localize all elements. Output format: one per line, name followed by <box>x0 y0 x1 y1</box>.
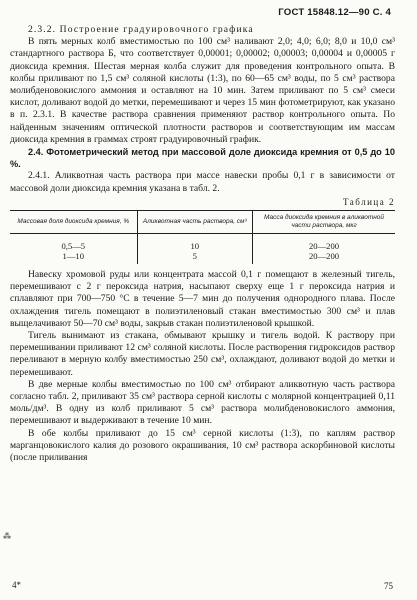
table-cell: 1—10 <box>62 251 85 262</box>
paragraph: Навеску хромовой руды или концентрата массой 0,1 г помещают в железный тигель, перемешивают с 2 г пероксида натрия, насыпают сверху еще 1 г пероксида натрия и сплавляют при 700—750 °С в течение 5—7 мин до получения однородного плава. После охлаждения тигель помещают в полиэтиленовый стакан вместимостью 300 см³ и плав выщелачивают 50—70 см³ воды, закрыв стакан полиэтиленовой крышкой. <box>10 269 395 329</box>
page-number: 75 <box>384 581 393 591</box>
document-body <box>10 24 395 464</box>
paragraph: Тигель вынимают из стакана, обмывают крышку и тигель водой. К раствору при перемешивании приливают 12 см³ соляной кислоты. После растворения гидроксидов раствор переливают в мерную колбу вместимостью 250 см³, охлаждают, доливают водой до метки и перемешивают. <box>10 330 395 378</box>
table-header-cell: Массовая доля диоксида кремния, % <box>10 211 137 234</box>
table-cell: 20—200 <box>253 234 395 252</box>
footer-signature-mark: 4* <box>12 580 21 590</box>
margin-mark: ⁂ <box>3 532 11 541</box>
table-row <box>10 251 395 264</box>
table-row <box>10 234 395 252</box>
paragraph: В две мерные колбы вместимостью по 100 см³ отбирают аликвотную часть раствора согласно табл. 2, приливают 35 см³ раствора серной кислоты с молярной концентрацией 0,11 моль/дм³. В одну из колб приливают 5 см³ раствора молибденовокислого аммония, перемешивают и выдерживают в течение 10 мин. <box>10 378 395 427</box>
section-2-4-1-text: 2.4.1. Аликвотная часть раствора при массе навески пробы 0,1 г в зависимости от массовой доли диоксида кремния указана в табл. 2. <box>10 170 395 194</box>
section-2-3-2-heading: 2.3.2. Построение градуировочного графика <box>28 24 254 35</box>
page-header: ГОСТ 15848.12—90 С. 4 <box>278 7 391 18</box>
table-cell: 5 <box>137 251 253 264</box>
table-cell: 20—200 <box>253 251 395 264</box>
section-2-3-2-text: В пять мерных колб вместимостью по 100 см³ наливают 2,0; 4,0; 6,0; 8,0 и 10,0 см³ стандартного раствора Б, что соответствует 0,00001; 0,00002; 0,00003; 0,00004 и 0,00005 г диоксида кремния. Шестая мерная колба служит для проведения контрольного опыта. В колбы приливают по 1,5 см³ соляной кислоты (1:3), по 60—65 см³ воды, по 5 см³ раствора молибденовокислого аммония и оставляют на 10 мин. Затем приливают по 5 см³ смеси кислот, доливают водой до метки, перемешивают и через 15 мин фотометрируют, как указано в п. 2.3.1. В качестве раствора сравнения применяют раствор контрольного опыта. По найденным значениям оптической плотности растворов и соответствующим им массам диоксида кремния в граммах строят градуировочный график. <box>10 36 395 145</box>
table-cell: 10 <box>137 234 253 252</box>
table-header-cell: Аликвотная часть раствора, см³ <box>137 211 253 234</box>
paragraph: В обе колбы приливают до 15 см³ серной кислоты (1:3), по каплям раствор марганцовокислого калия до розового окрашивания, 10 см³ раствора аскорбиновой кислоты (после приливания <box>10 427 395 464</box>
table-caption: Таблица 2 <box>343 196 395 207</box>
table-2 <box>10 210 395 264</box>
table-header-cell: Масса диоксида кремния в аликвотной части раствора, мкг <box>253 211 395 234</box>
section-2-4-heading: 2.4. Фотометрический метод при массовой доле диоксида кремния от 0,5 до 10 %. <box>10 147 395 170</box>
table-cell: 0,5—5 <box>61 241 86 252</box>
table-header-row <box>10 211 395 234</box>
